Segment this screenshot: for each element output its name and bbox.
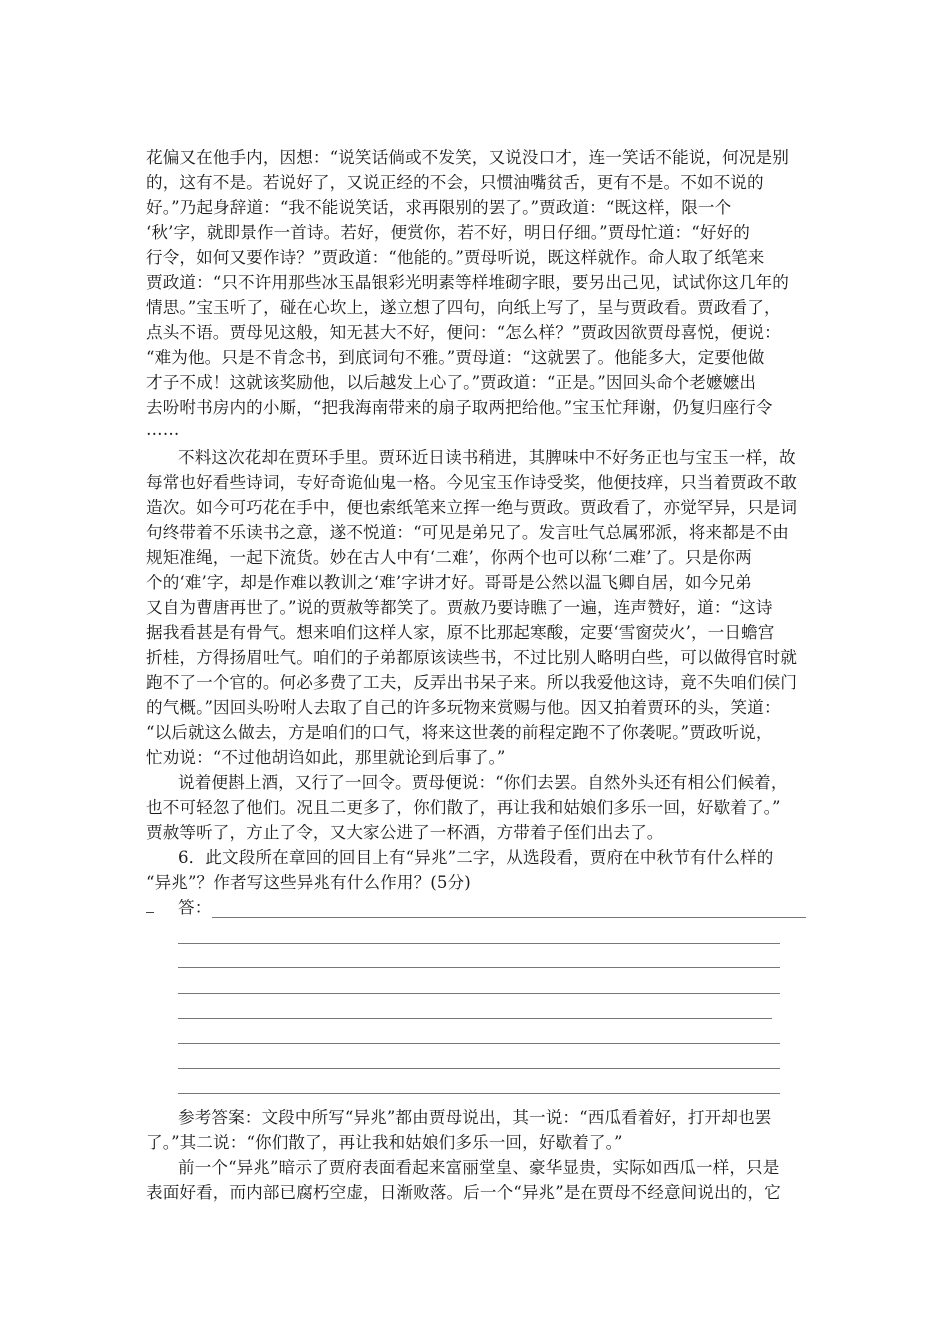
answer-label: 答： (178, 898, 212, 917)
text-line: 好。”乃起身辞道：“我不能说笑话，求再限别的罢了。”贾政道：“既这样，限一个 (146, 198, 732, 217)
question-line: “异兆”？作者写这些异兆有什么作用？(5分) (146, 873, 471, 892)
text-line: 造次。如今可巧花在手中，便也索纸笔来立挥一绝与贾政。贾政看了，亦觉罕异，只是词 (146, 498, 798, 517)
text-line: 规矩准绳，一起下流货。妙在古人中有‘二难’，你两个也可以称‘二难’了。只是你两 (146, 548, 752, 567)
text-line: 行令，如何又要作诗？”贾政道：“他能的。”贾母听说，既这样就作。命人取了纸笔来 (146, 248, 765, 267)
text-line: 又自为曹唐再世了。”说的贾赦等都笑了。贾赦乃要诗瞧了一遍，连声赞好，道：“这诗 (146, 598, 773, 617)
text-line: 每常也好看些诗词，专好奇诡仙鬼一格。今见宝玉作诗受奖，他便技痒，只当着贾政不敢 (146, 473, 798, 492)
question-line: 6．此文段所在章回的回目上有“异兆”二字，从选段看，贾府在中秋节有什么样的 (178, 848, 774, 867)
answer-line[interactable] (178, 1068, 780, 1069)
text-line: 不料这次花却在贾环手里。贾环近日读书稍进，其脾味中不好务正也与宝玉一样，故 (178, 448, 796, 467)
text-line: 才子不成！这就该奖励他，以后越发上心了。”贾政道：“正是。”因回头命个老嬷嬷出 (146, 373, 757, 392)
text-line: 忙劝说：“不过他胡诌如此，那里就论到后事了。” (146, 748, 506, 767)
text-line: 个的‘难’字，却是作难以教训之‘难’字讲才好。哥哥是公然以温飞卿自居，如今兄弟 (146, 573, 752, 592)
text-line: “难为他。只是不肯念书，到底词句不雅。”贾母道：“这就罢了。他能多大，定要他做 (146, 348, 765, 367)
text-line: 的气概。”因回头吩咐人去取了自己的许多玩物来赏赐与他。因又拍着贾环的头，笑道： (146, 698, 781, 717)
text-line: …… (146, 420, 180, 439)
text-line: “以后就这么做去，方是咱们的口气，将来这世袭的前程定跑不了你袭呢。”贾政听说， (146, 723, 773, 742)
text-line: 折桂，方得扬眉吐气。咱们的子弟都原该读些书，不过比别人略明白些，可以做得官时就 (146, 648, 798, 667)
text-line: 句终带着不乐读书之意，遂不悦道：“可见是弟兄了。发言吐气总属邪派，将来都是不由 (146, 523, 789, 542)
answer-line[interactable] (178, 967, 780, 968)
text-line: 据我看甚是有骨气。想来咱们这样人家，原不比那起寒酸，定要‘雪窗荧火’，一日蟾宫 (146, 623, 775, 642)
text-line: ‘秋’字，就即景作一首诗。若好，便赏你，若不好，明日仔细。”贾母忙道：“好好的 (146, 223, 750, 242)
reference-line: 表面好看，而内部已腐朽空虚，日渐败落。后一个“异兆”是在贾母不经意间说出的，它 (146, 1183, 781, 1202)
answer-line[interactable] (212, 917, 806, 918)
text-line: 贾政道：“只不许用那些冰玉晶银彩光明素等样堆砌字眼，要另出己见，试试你这几年的 (146, 273, 789, 292)
text-line: 也不可轻忽了他们。况且二更多了，你们散了，再让我和姑娘们多乐一回，好歇着了。” (146, 798, 781, 817)
text-line: 的，这有不是。若说好了，又说正经的不会，只惯油嘴贫舌，更有不是。不如不说的 (146, 173, 764, 192)
answer-line[interactable] (178, 1043, 780, 1044)
reference-line: 了。”其二说：“你们散了，再让我和姑娘们多乐一回，好歇着了。” (146, 1133, 623, 1152)
answer-line[interactable] (178, 943, 780, 944)
answer-line[interactable] (178, 1093, 780, 1094)
text-line: 点头不语。贾母见这般，知无甚大不好，便问：“怎么样？”贾政因欲贾母喜悦，便说： (146, 323, 781, 342)
answer-line[interactable] (178, 1018, 772, 1019)
answer-line[interactable] (178, 993, 780, 994)
text-line: 说着便斟上酒，又行了一回令。贾母便说：“你们去罢。自然外头还有相公们候着， (178, 773, 788, 792)
text-line: 花偏又在他手内，因想：“说笑话倘或不发笑，又说没口才，连一笑话不能说，何况是别 (146, 148, 789, 167)
text-line: 跑不了一个官的。何必多费了工夫，反弄出书呆子来。所以我爱他这诗，竟不失咱们侯门 (146, 673, 798, 692)
text-line: 情思。”宝玉听了，碰在心坎上，遂立想了四句，向纸上写了，呈与贾政看。贾政看了， (146, 298, 781, 317)
reference-line: 参考答案：文段中所写“异兆”都由贾母说出，其一说：“西瓜看着好，打开却也罢 (178, 1108, 772, 1127)
answer-line-stub (146, 912, 154, 913)
text-line: 贾赦等听了，方止了令，又大家公进了一杯酒，方带着子侄们出去了。 (146, 823, 664, 842)
text-line: 去吩咐书房内的小厮，“把我海南带来的扇子取两把给他。”宝玉忙拜谢，仍复归座行令 (146, 398, 773, 417)
reference-line: 前一个“异兆”暗示了贾府表面看起来富丽堂皇、豪华显贵，实际如西瓜一样，只是 (178, 1158, 780, 1177)
